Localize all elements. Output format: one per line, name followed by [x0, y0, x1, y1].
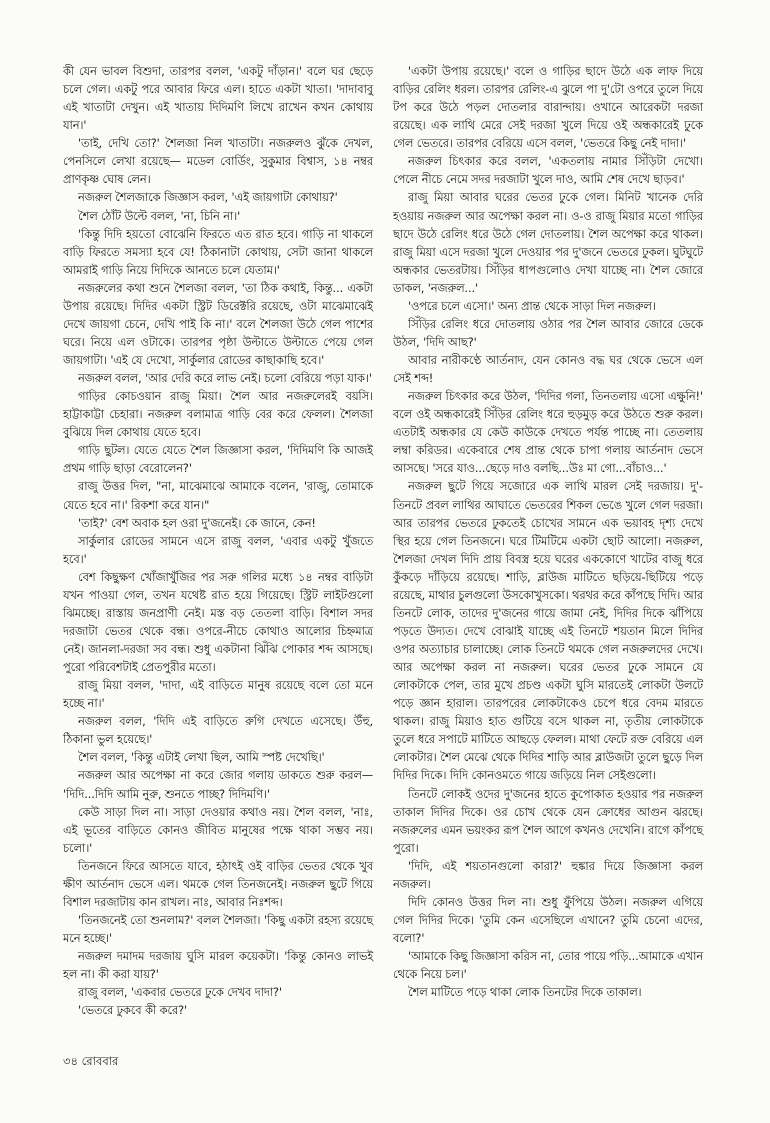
paragraph: দিদি কোনও উত্তর দিল না। শুধু ফুঁপিয়ে উঠল। নজরুল এগিয়ে গেল দিদির দিকে। 'তুমি কেন এসেছিলে এখানে? তুমি চেনো এদের, বলো?' [393, 894, 703, 945]
paragraph: নজরুলের কথা শুনে শৈলজা বলল, 'তা ঠিক কথাই, কিন্তু... একটা উপায় রয়েছে। দিদির একটা স্ট্রিট ডিরেক্টরি রয়েছে, ওটা মাঝেমাঝেই দেখে জায়গা চেনে, দেখি পাই কি না।' বলে শৈলজা উঠে গেল পাশের ঘরে। নিয়ে এল ওটাকে। তারপর পৃষ্ঠা উল্টাতে উল্টাতে পেয়ে গেল জায়গাটা। 'এই যে দেখো, সার্কুলার রোডের কাছাকাছি হবে।' [63, 280, 373, 367]
paragraph: বেশ কিছুক্ষণ খোঁজাখুঁজির পর সরু গলির মধ্যে ১৪ নম্বর বাড়িটা যখন পাওয়া গেল, তখন যথেষ্ট রাত হয়ে গিয়েছে। স্ট্রিট লাইটগুলো ঝিমচ্ছে। রাস্তায় জনপ্রাণী নেই। মস্ত বড় তেতলা বাড়ি। বিশাল সদর দরজাটা ভেতর থেকে বন্ধ। ওপরে-নীচে কোথাও আলোর চিহ্নমাত্র নেই। জানলা-দরজা সব বন্ধ। শুধু একটানা ঝিঁঝি পোকার শব্দ আসছে। পুরো পরিবেশটাই প্রেতপুরীর মতো। [63, 569, 373, 675]
paragraph: রাজু মিয়া আবার ঘরের ভেতর ঢুকে গেল। মিনিট খানেক দেরি হওয়ায় নজরুল আর অপেক্ষা করল না। ও-ও রাজু মিয়ার মতো গাড়ির ছাদে উঠে রেলিং ধরে উঠে গেল দোতলায়। শৈল অপেক্ষা করে থাকল। রাজু মিয়া এসে দরজা খুলে দেওয়ার পর দু'জনে ভেতরে ঢুকল। ঘুটঘুটে অন্ধকার ভেতরটায়। সিঁড়ির ধাপগুলোও দেখা যাচ্ছে না। শৈল জোরে ডাকল, 'নজরুল...' [393, 190, 703, 295]
paragraph: নজরুল দমাদম দরজায় ঘুসি মারল কয়েকটা। 'কিন্তু কোনও লাভই হল না। কী করা যায়?' [63, 949, 373, 982]
paragraph: নজরুল চিৎকার করে উঠল, 'দিদির গলা, তিনতলায় এসো এক্ষুনি!' বলে ওই অন্ধকারেই সিঁড়ির রেলিং ধরে হুড়মুড় করে উঠতে শুরু করল। এতটাই অন্ধকার যে কেউ কাউকে দেখতে পর্যন্ত পাচ্ছে না। তেতলায় লম্বা করিডর। একেবারে শেষ প্রান্ত থেকে চাপা গলায় আর্তনাদ ভেসে আসছে। 'সরে যাও...ছেড়ে দাও বলছি...উঃ মা গো...বাঁচাও...' [393, 389, 703, 476]
paragraph: তিনটে লোকই ওদের দু'জনের হাতে কুপোকাত হওয়ার পর নজরুল তাকাল দিদির দিকে। ওর চোখ থেকে যেন ক্রোধের আগুন ঝরছে। নজরুলের এমন ভয়ংকর রূপ শৈল আগে কখনও দেখেনি। রাগে কাঁপছে পুরো। [393, 786, 703, 855]
paragraph: শৈল মাটিতে পড়ে থাকা লোক তিনটের দিকে তাকাল। [408, 985, 642, 1000]
paragraph: সার্কুলার রোডের সামনে এসে রাজু বলল, 'এবার একটু খুঁজতে হবে।' [63, 533, 373, 566]
paragraph: 'কিন্তু দিদি হয়তো বোঝেনি ফিরতে এত রাত হবে। গাড়ি না থাকলে বাড়ি ফিরতে সমস্যা হবে যে! ঠিকানাটা কোথায়, সেটা জানা থাকলে আমরাই গাড়ি নিয়ে দিদিকে আনতে চলে যেতাম।' [63, 226, 373, 277]
paragraph: নজরুল বলল, 'আর দেরি করে লাভ নেই। চলো বেরিয়ে পড়া যাক।' [78, 371, 372, 386]
paragraph: আবার নারীকণ্ঠে আর্তনাদ, যেন কোনও বদ্ধ ঘর থেকে ভেসে এল সেই শব্দ! [393, 353, 703, 386]
paragraph: কেউ সাড়া দিল না। সাড়া দেওয়ার কথাও নয়। শৈল বলল, 'নাঃ, এই ভূতের বাড়িতে কোনও জীবিত মানুষের পক্ষে থাকা সম্ভব নয়। চলো।' [63, 804, 373, 855]
paragraph: 'তিনজনেই তো শুনলাম?' বলল শৈলজা। 'কিছু একটা রহস্য রয়েছে মনে হচ্ছে।' [63, 912, 373, 945]
right-column [393, 62, 703, 1001]
paragraph: 'তাই?' বেশ অবাক হল ওরা দু'জনেই। কে জানে, কেন! [78, 515, 316, 530]
paragraph: তিনজনে ফিরে আসতে যাবে, হঠাৎই ওই বাড়ির ভেতর থেকে খুব ক্ষীণ আর্তনাদ ভেসে এল। থমকে গেল তিনজনেই। নজরুল ছুটে গিয়ে বিশাল দরজাটায় কান রাখল। নাঃ, আবার নিঃশব্দ। [63, 858, 373, 909]
paragraph: শৈল বলল, 'কিন্তু এটাই লেখা ছিল, আমি স্পষ্ট দেখেছি।' [78, 750, 325, 765]
paragraph: নজরুল শৈলজাকে জিজ্ঞাস করল, 'এই জায়গাটা কোথায়?' [78, 190, 338, 205]
page-footer: ৩৪ রোববার [63, 1054, 119, 1068]
paragraph: 'ভেতরে ঢুকবে কী করে?' [78, 1003, 188, 1018]
paragraph: 'একটা উপায় রয়েছে।' বলে ও গাড়ির ছাদে উঠে এক লাফ দিয়ে বাড়ির রেলিং ধরল। তারপর রেলিং-এ ঝুলে পা দু'টো ওপরে তুলে দিয়ে টপ করে উঠে পড়ল দোতলার বারান্দায়। ওখানে আরেকটা দরজা রয়েছে। এক লাথি মেরে সেই দরজা খুলে দিয়ে ওই অন্ধকারেই ঢুকে গেল ভেতরে। তারপর বেরিয়ে এসে বলল, 'ভেতরে কিছু নেই দাদা।' [393, 64, 703, 151]
left-column [63, 62, 373, 1019]
paragraph: 'আমাকে কিছু জিজ্ঞাসা করিস না, তোর পায়ে পড়ি...আমাকে এখান থেকে নিয়ে চল।' [393, 949, 703, 982]
paragraph: রাজু বলল, 'একবার ভেতরে ঢুকে দেখব দাদা?' [78, 985, 283, 1000]
paragraph: সিঁড়ির রেলিং ধরে দোতলায় ওঠার পর শৈল আবার জোরে ডেকে উঠল, 'দিদি আছ?' [393, 316, 703, 349]
paragraph: নজরুল চিৎকার করে বলল, 'একতলায় নামার সিঁড়িটা দেখো। পেলে নীচে নেমে সদর দরজাটা খুলে দাও, আমি শেষ দেখে ছাড়ব।' [393, 154, 703, 187]
paragraph: গাড়ির কোচওয়ান রাজু মিয়া। শৈল আর নজরুলেরই বয়সি। হাট্টাকাট্টা চেহারা। নজরুল বলামাত্র গাড়ি বের করে ফেলল। শৈলজা বুঝিয়ে দিল কোথায় যেতে হবে। [63, 389, 373, 440]
paragraph: 'তাই, দেখি তো?' শৈলজা নিল খাতাটা। নজরুলও ঝুঁকে দেখল, পেনসিলে লেখা রয়েছে— মডেল বোর্ডিং, সুকুমার বিশ্বাস, ১৪ নম্বর প্রাণকৃষ্ণ ঘোষ লেন। [63, 136, 373, 187]
paragraph: শৈল ঠোঁট উল্টে বলল, 'না, চিনি না।' [78, 208, 241, 223]
paragraph: গাড়ি ছুটল। যেতে যেতে শৈল জিজ্ঞাসা করল, 'দিদিমণি কি আজই প্রথম গাড়ি ছাড়া বেরোলেন?' [63, 443, 373, 476]
paragraph: নজরুল ছুটে গিয়ে সজোরে এক লাথি মারল সেই দরজায়। দু'-তিনটে প্রবল লাথির আঘাতে ভেতরের শিকল ভেঙে খুলে গেল দরজা। আর তারপর ভেতরে ঢুকতেই চোখের সামনে এক ভয়াবহ দৃশ্য দেখে স্থির হয়ে গেল তিনজনে। ঘরে টিমটিমে একটা ছোট আলো। নজরুল, শৈলজা দেখল দিদি প্রায় বিবস্ত্র হয়ে ঘরের এককোণে খাটের বাজু ধরে কুঁকড়ে দাঁড়িয়ে রয়েছে। শাড়ি, ব্লাউজ মাটিতে ছড়িয়ে-ছিটিয়ে পড়ে রয়েছে, মাথার চুলগুলো উসকোখুসকো। থরথর করে কাঁপছে দিদি। আর তিনটে লোক, তাদের দু'জনের গায়ে জামা নেই, দিদির দিকে ঝাঁপিয়ে পড়তে উদ্যত। দেখে বোঝাই যাচ্ছে এই তিনটে শয়তান মিলে দিদির ওপর অত্যাচার চালাচ্ছে। লোক তিনটে থমকে গেল নজরুলদের দেখে। আর অপেক্ষা করল না নজরুল। ঘরের ভেতর ঢুকে সামনে যে লোকটাকে পেল, তার মুখে প্রচণ্ড একটা ঘুসি মারতেই লোকটা উলটে পড়ে জ্ঞান হারাল। তারপরের লোকটাকেও চেপে ধরে বেদম মারতে থাকল। রাজু মিয়াও হাত গুটিয়ে বসে থাকল না, তৃতীয় লোকটাকে তুলে ধরে সপাটে মাটিতে আছড়ে ফেলল। মাথা ফেটে রক্ত বেরিয়ে এল লোকটার। শৈল মেঝে থেকে দিদির শাড়ি আর ব্লাউজটা তুলে ছুড়ে দিল দিদির দিকে। দিদি কোনওমতে গায়ে জড়িয়ে নিল সেইগুলো। [393, 479, 703, 783]
paragraph: রাজু উত্তর দিল, "না, মাঝেমাঝে আমাকে বলেন, 'রাজু, তোমাকে যেতে হবে না।' রিকশা করে যান।" [63, 479, 373, 512]
paragraph: রাজু মিয়া বলল, 'দাদা, এই বাড়িতে মানুষ রয়েছে বলে তো মনে হচ্ছে না।' [63, 678, 373, 711]
paragraph: কী যেন ভাবল বিশুদা, তারপর বলল, 'একটু দাঁড়ান।' বলে ঘর ছেড়ে চলে গেল। একটু পরে আবার ফিরে এল। হাতে একটা খাতা। 'দাদাবাবু এই খাতাটা দেখুন। এই খাতায় দিদিমণি লিখে রাখেন কখন কোথায় যান।' [63, 64, 373, 133]
paragraph: 'দিদি, এই শয়তানগুলো কারা?' হুঙ্কার দিয়ে জিজ্ঞাসা করল নজরুল। [393, 858, 703, 891]
paragraph: 'ওপরে চলে এসো।' অন্য প্রান্ত থেকে সাড়া দিল নজরুল। [408, 298, 656, 313]
paragraph: নজরুল আর অপেক্ষা না করে জোর গলায় ডাকতে শুরু করল— 'দিদি...দিদি আমি নুরু, শুনতে পাচ্ছ? দিদিমণি।' [63, 768, 373, 801]
paragraph: নজরুল বলল, 'দিদি এই বাড়িতে রুগি দেখতে এসেছে। উঁহু, ঠিকানা ভুল হয়েছে।' [63, 714, 373, 747]
